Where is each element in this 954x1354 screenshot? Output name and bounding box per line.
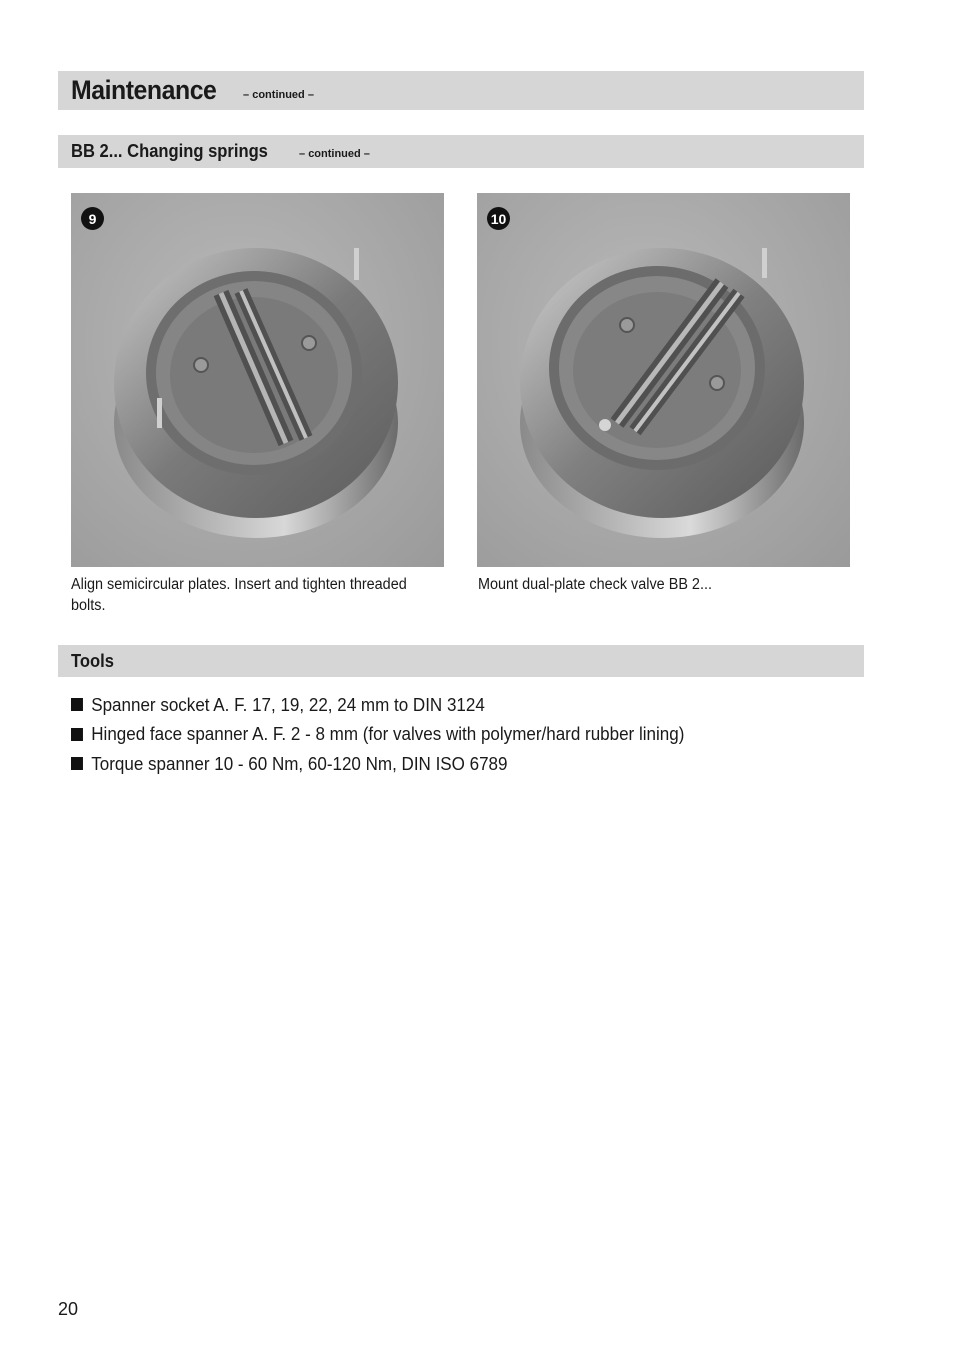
tools-title: Tools xyxy=(71,650,114,671)
tool-item-text: Spanner socket A. F. 17, 19, 22, 24 mm to DIN 3124 xyxy=(91,693,485,715)
square-bullet-icon xyxy=(71,757,83,770)
page-title-continued: – continued – xyxy=(243,88,314,101)
tool-item-text: Hinged face spanner A. F. 2 - 8 mm (for valves with polymer/hard rubber lining) xyxy=(91,723,685,745)
figure-10-photo xyxy=(477,193,850,567)
check-valve-illustration xyxy=(477,193,850,567)
list-item xyxy=(71,749,684,779)
page-header-bar xyxy=(58,71,864,110)
square-bullet-icon xyxy=(71,728,83,741)
section-title-continued: – continued – xyxy=(299,148,370,160)
figure-9-caption: Align semicircular plates. Insert and tighten threaded bolts. xyxy=(71,576,407,614)
figure-10-caption: Mount dual-plate check valve BB 2... xyxy=(478,576,712,593)
tools-list xyxy=(71,690,738,779)
figure-9-photo xyxy=(71,193,444,567)
tools-header-bar xyxy=(58,645,864,677)
page-title: Maintenance xyxy=(71,75,217,105)
list-item xyxy=(71,690,684,720)
section-header-bar xyxy=(58,135,864,168)
page-number: 20 xyxy=(58,1299,79,1319)
tool-item-text: Torque spanner 10 - 60 Nm, 60-120 Nm, DIN ISO 6789 xyxy=(91,752,508,774)
figure-10-badge: 10 xyxy=(487,207,510,230)
check-valve-illustration xyxy=(71,193,444,567)
list-item xyxy=(71,720,684,750)
square-bullet-icon xyxy=(71,698,83,711)
figure-9-badge: 9 xyxy=(81,207,104,230)
section-title: BB 2... Changing springs xyxy=(71,141,268,161)
